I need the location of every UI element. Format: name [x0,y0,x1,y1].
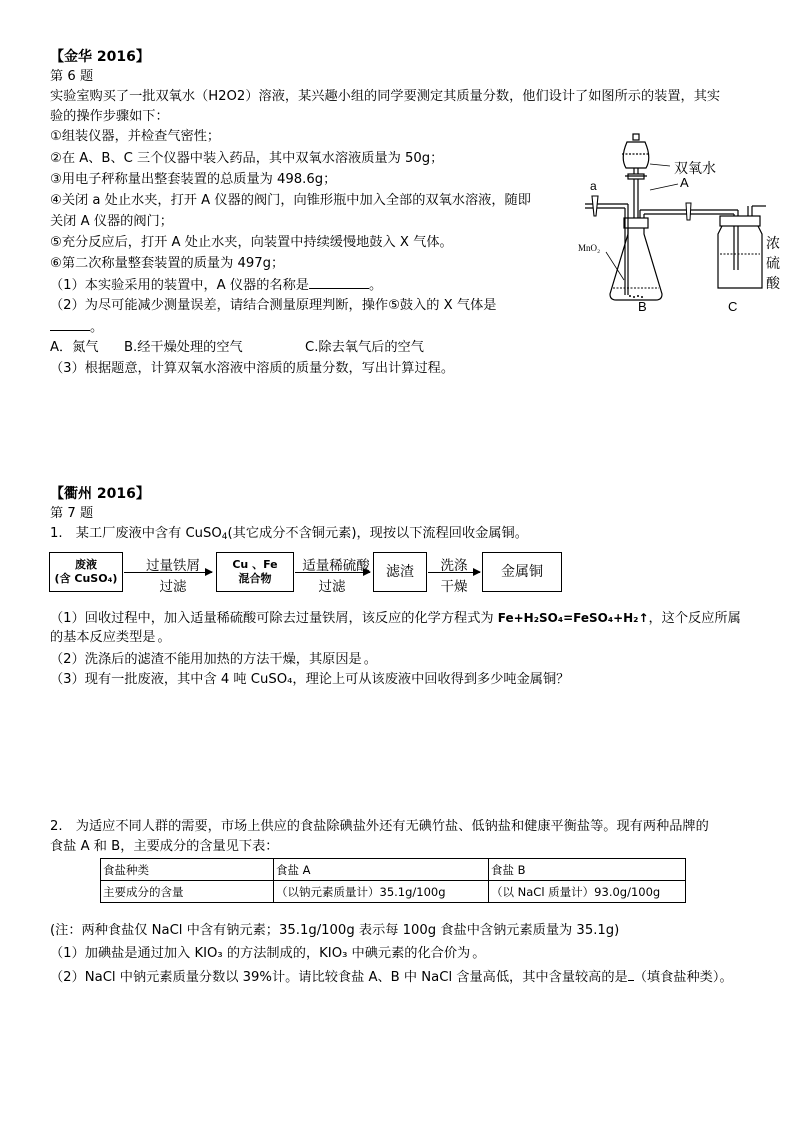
label-h2o2: 双氧水 [674,160,716,176]
flow-box-residue: 滤渣 [373,552,427,592]
leader-line-a [650,184,678,190]
separatory-funnel-a [622,134,650,218]
table-cell: （以钠元素质量计）35.1g/100g [274,881,489,903]
sub-question-2-answer-line: 。 [50,318,103,337]
table-cell: 食盐 A [274,859,489,881]
clamp-a-icon [592,196,598,216]
flow-box-copper: 金属铜 [482,552,562,592]
label-acid-2: 硫 [766,255,780,271]
step-6: ⑥第二次称量整套装置的质量为 497g； [50,256,285,271]
flow-arrow3-top-label: 洗涤 [440,558,468,574]
label-bottle-c: C [728,299,738,314]
sub-question-2: （2）洗涤后的滤渣不能用加热的方法干燥，其原因是 。 [50,652,377,667]
question-number: 第 6 题 [50,69,94,84]
step-1: ①组装仪器，并检查气密性； [50,129,221,144]
table-cell: 食盐种类 [101,859,274,881]
label-mno2: MnO₂ [578,243,601,253]
answer-blank[interactable] [50,318,90,331]
flow-arrow-3 [428,572,480,573]
table-row [101,881,686,903]
conical-flask-b [610,228,662,300]
flow-arrow1-bottom-label: 过滤 [159,579,187,595]
question-intro-line1: 实验室购买了一批双氧水（H2O2）溶液，某兴趣小组的同学要测定其质量分数，他们设计了如图所示的装置，其实 [50,89,721,104]
label-flask-b: B [638,299,647,314]
step-4-line1: ④关闭 a 处止水夹，打开 A 仪器的阀门，向锥形瓶中加入全部的双氧水溶液，随即 [50,193,531,208]
option-c: C.除去氧气后的空气 [305,340,424,355]
question-number: 第 7 题 [50,506,94,521]
sub-question-2: （2）NaCl 中钠元素质量分数以 39%计。请比较食盐 A、B 中 NaCl 含量高低，其中含量较高的是 （填食盐种类）。 [50,970,733,985]
sub-question-3: （3）根据题意，计算双氧水溶液中溶质的质量分数，写出计算过程。 [50,361,455,376]
table-note: (注：两种食盐仅 NaCl 中含有钠元素；35.1g/100g 表示每 100g 食盐中含钠元素质量为 35.1g) [50,923,620,938]
label-funnel-a: A [680,175,689,190]
step-3: ③用电子秤称量出整套装置的总质量为 498.6g； [50,172,337,187]
sub-question-3: （3）现有一批废液，其中含 4 吨 CuSO₄，理论上可从该废液中回收得到多少吨金属铜？ [50,672,570,687]
option-b: B.经干燥处理的空气 [124,340,243,355]
flow-arrow2-bottom-label: 过滤 [318,579,346,595]
wash-bottle-c [718,216,762,288]
sub-question-2: （2）为尽可能减少测量误差，请结合测量原理判断，操作⑤鼓入的 X 气体是 [50,298,497,313]
flow-arrow-2 [295,572,370,573]
salt-composition-table [100,858,686,903]
chemical-equation: Fe+H₂SO₄=FeSO₄+H₂↑ [497,611,649,625]
flow-arrow-1 [124,572,212,573]
step-5: ⑤充分反应后，打开 A 处止水夹，向装置中持续缓慢地鼓入 X 气体。 [50,235,453,250]
question-2-intro-line2: 食盐 A 和 B，主要成分的含量见下表： [50,839,279,854]
table-cell: 食盐 B [489,859,686,881]
flow-arrow3-bottom-label: 干燥 [440,579,468,595]
question-intro: 1. 某工厂废液中含有 CuSO$_4$(其它成分不含铜元素)，现按以下流程回收金属铜。 [50,526,528,542]
option-a: A．氮气 [50,340,99,355]
sub-question-1-text: （1）本实验采用的装置中，A 仪器的名称是 [50,278,309,293]
section-header-quzhou: 【衢州 2016】 [50,486,150,502]
table-row [101,859,686,881]
table-cell: （以 NaCl 质量计）93.0g/100g [489,881,686,903]
label-acid-1: 浓 [766,235,780,251]
sub-question-1-line2: 的基本反应类型是 。 [50,630,171,645]
sub-question-1: （1）本实验采用的装置中，A 仪器的名称是 。 [50,278,383,293]
section-header-jinhua: 【金华 2016】 [50,49,150,65]
answer-blank[interactable] [309,276,369,289]
mno2-particles [629,295,643,298]
flow-box-waste-liquid: 废液 (含 CuSO₄) [49,552,123,592]
flow-arrow2-top-label: 适量稀硫酸 [302,558,370,574]
question-intro-line2: 验的操作步骤如下： [50,109,169,124]
sub-question-1: （1）加碘盐是通过加入 KIO₃ 的方法制成的，KIO₃ 中碘元素的化合价为 。 [50,946,486,961]
question-2-intro-line1: 2. 为适应不同人群的需要，市场上供应的食盐除碘盐外还有无碘竹盐、低钠盐和健康平衡盐等。现有两种品牌的 [50,819,709,834]
tube-clamp-icon [686,203,691,220]
label-clamp-a: a [590,179,597,193]
flow-box-cu-fe-mixture: Cu 、Fe 混合物 [216,552,294,592]
step-4-line2: 关闭 A 仪器的阀门； [50,214,173,229]
table-cell: 主要成分的含量 [101,881,274,903]
label-acid-3: 酸 [766,275,780,291]
apparatus-figure [570,130,790,320]
sub-question-1: （1）回收过程中，加入适量稀硫酸可除去过量铁屑，该反应的化学方程式为 Fe+H₂SO₄=FeSO₄+H₂↑，这个反应所属 [50,611,741,626]
step-2: ②在 A、B、C 三个仪器中装入药品，其中双氧水溶液质量为 50g； [50,151,444,166]
leader-line-h2o2 [650,164,670,166]
flow-arrow1-top-label: 过量铁屑 [146,558,200,574]
